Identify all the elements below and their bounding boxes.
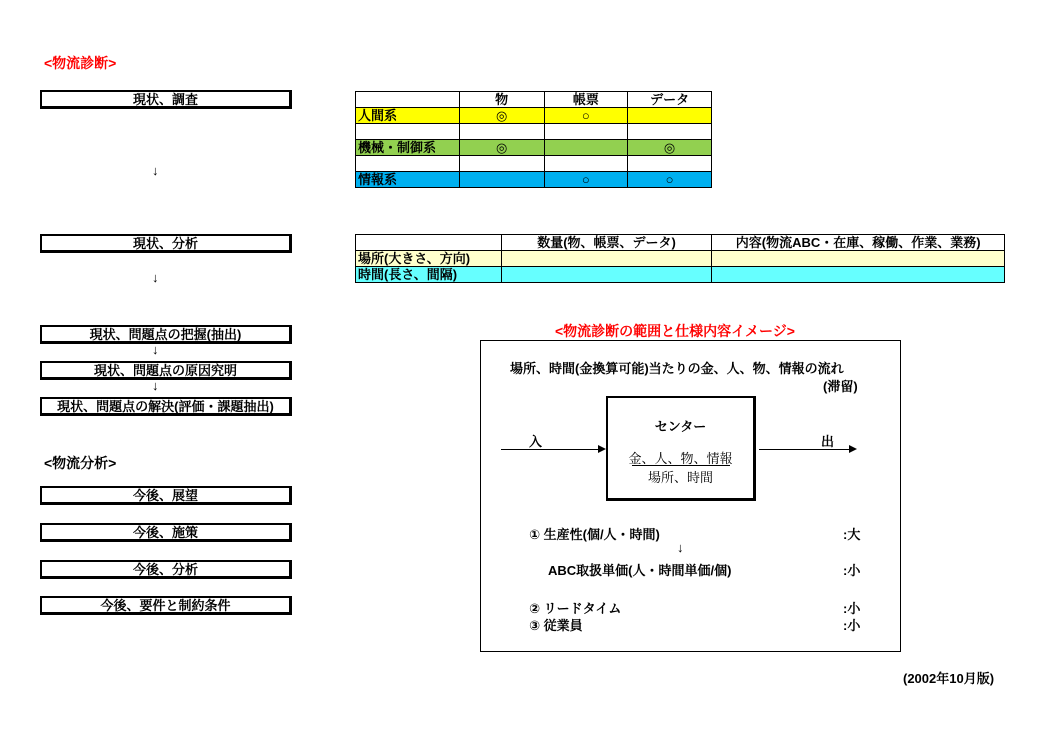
table-cell: ◎ <box>459 108 544 124</box>
table-cell: ○ <box>544 172 628 188</box>
productivity-value: :大 <box>843 527 861 542</box>
column-header: 内容(物流ABC・在庫、稼働、作業、業務) <box>712 235 1005 251</box>
version-label: (2002年10月版) <box>903 671 995 686</box>
flow-step-analysis: 現状、分析 <box>40 234 292 253</box>
scope-stagnation: (滞留) <box>823 379 858 394</box>
row-label: 人間系 <box>356 108 460 124</box>
lead-time-value: :小 <box>843 601 861 616</box>
employees-value: :小 <box>843 618 861 633</box>
row-label: 時間(長さ、間隔) <box>356 267 502 283</box>
flow-arrow: ↓ <box>152 270 159 285</box>
column-header: 帳票 <box>544 92 628 108</box>
table-row <box>356 140 712 156</box>
future-step: 今後、要件と制約条件 <box>40 596 292 615</box>
row-label: 場所(大きさ、方向) <box>356 251 502 267</box>
table-corner <box>356 235 502 251</box>
inflow-line <box>501 449 598 450</box>
table-row <box>356 172 712 188</box>
scope-panel <box>480 340 901 652</box>
abc-unit-price-value: :小 <box>843 563 861 578</box>
scope-title: <物流診断の範囲と仕様内容イメージ> <box>555 323 795 339</box>
scope-description: 場所、時間(金換算可能)当たりの金、人、物、情報の流れ <box>510 361 844 376</box>
table-row <box>356 267 1005 283</box>
table-cell <box>628 108 712 124</box>
lead-time-item: ② リードタイム <box>529 601 622 616</box>
table-cell <box>501 267 712 283</box>
table-cell <box>712 267 1005 283</box>
future-step: 今後、展望 <box>40 486 292 505</box>
table-cell <box>459 172 544 188</box>
table-corner <box>356 92 460 108</box>
down-arrow: ↓ <box>677 540 684 555</box>
table-cell <box>544 140 628 156</box>
center-location-time: 場所、時間 <box>647 470 713 485</box>
outflow-line <box>759 449 849 450</box>
column-header: 数量(物、帳票、データ) <box>501 235 712 251</box>
page-title: <物流診断> <box>44 55 117 71</box>
table-row <box>356 108 712 124</box>
table-cell: ◎ <box>459 140 544 156</box>
employees-item: ③ 従業員 <box>529 618 583 633</box>
quantity-content-table <box>355 234 1005 283</box>
flow-step-survey: 現状、調査 <box>40 90 292 109</box>
table-cell: ◎ <box>628 140 712 156</box>
flow-arrow: ↓ <box>152 342 159 357</box>
outflow-label: 出 <box>821 434 835 449</box>
table-cell: ○ <box>544 108 628 124</box>
flow-arrow: ↓ <box>152 163 159 178</box>
inflow-arrow-icon <box>598 445 606 453</box>
center-box <box>606 396 756 501</box>
future-step: 今後、施策 <box>40 523 292 542</box>
analysis-heading: <物流分析> <box>44 455 117 471</box>
column-header: データ <box>628 92 712 108</box>
outflow-arrow-icon <box>849 445 857 453</box>
system-matrix-table <box>355 91 712 188</box>
row-label: 機械・制御系 <box>356 140 460 156</box>
table-cell <box>501 251 712 267</box>
inflow-label: 入 <box>529 434 543 449</box>
fraction-line <box>632 465 730 466</box>
flow-step-solution: 現状、問題点の解決(評価・課題抽出) <box>40 397 292 416</box>
flow-step-grasp: 現状、問題点の把握(抽出) <box>40 325 292 344</box>
row-label: 情報系 <box>356 172 460 188</box>
table-row <box>356 251 1005 267</box>
flow-arrow: ↓ <box>152 378 159 393</box>
table-cell: ○ <box>628 172 712 188</box>
column-header: 物 <box>459 92 544 108</box>
abc-unit-price-item: ABC取扱単価(人・時間単価/個) <box>548 563 732 578</box>
future-step: 今後、分析 <box>40 560 292 579</box>
productivity-item: ① 生産性(個/人・時間) <box>529 527 660 542</box>
table-cell <box>712 251 1005 267</box>
flow-step-cause: 現状、問題点の原因究明 <box>40 361 292 380</box>
center-label: センター <box>654 419 707 434</box>
center-flow-items: 金、人、物、情報 <box>628 451 733 466</box>
